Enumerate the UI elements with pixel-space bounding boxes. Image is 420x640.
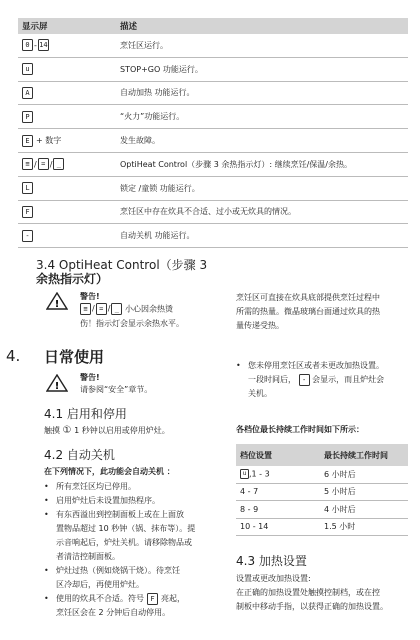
display-symbol-icon: L bbox=[22, 182, 33, 194]
text-line: 在正确的加热设置处触摸控制档，或在控 bbox=[236, 588, 380, 597]
warning-triangle-icon bbox=[46, 292, 68, 310]
table-row bbox=[18, 152, 408, 176]
bullet-text: 有东西溢出到控制面板上或在上面放 bbox=[56, 510, 184, 519]
warning-text-b: 伤！指示灯会显示余热水平。 bbox=[80, 318, 184, 328]
symbol-cell bbox=[18, 152, 116, 176]
display-symbol-icon: F bbox=[22, 206, 33, 218]
section-3-4-title-line1: 3.4 OptiHeat Control（步骤 3 bbox=[36, 258, 208, 272]
section-3-4-title-line2: 余热指示灯） bbox=[36, 272, 109, 286]
display-symbol-icon: - bbox=[22, 230, 33, 242]
setting-cell bbox=[236, 466, 320, 483]
residual-heat-high-icon: ≡ bbox=[80, 303, 91, 315]
table-row bbox=[18, 176, 408, 200]
duration-cell: 1.5 小时 bbox=[320, 518, 408, 536]
bullet-text: 关机。 bbox=[248, 389, 272, 398]
section-3-4-warning bbox=[80, 291, 184, 330]
display-symbol-icon: u bbox=[22, 63, 33, 75]
list-item bbox=[236, 359, 414, 401]
chapter-number: 4. bbox=[6, 347, 21, 365]
svg-text:!: ! bbox=[54, 381, 60, 392]
text-after: 1 秒钟以启用或停用炉灶。 bbox=[74, 426, 170, 435]
setting-value: 10 - 14 bbox=[240, 522, 269, 532]
display-symbol-icon: = bbox=[38, 158, 49, 170]
header-setting: 档位设置 bbox=[236, 444, 320, 466]
description-cell: 烹饪区运行。 bbox=[116, 34, 408, 57]
table-row bbox=[236, 518, 408, 536]
table-row bbox=[18, 57, 408, 81]
bullet-text: 置物品超过 10 秒钟（锅、抹布等）。提 bbox=[56, 524, 196, 533]
symbol-cell bbox=[18, 200, 116, 224]
section-4-1-text bbox=[44, 424, 170, 438]
description-cell: 自动加热 功能运行。 bbox=[116, 81, 408, 105]
display-symbol-icon: E bbox=[22, 135, 33, 147]
list-item bbox=[44, 480, 224, 494]
list-item bbox=[44, 592, 224, 620]
auto-off-bullet-list bbox=[44, 480, 224, 620]
setting-cell bbox=[236, 501, 320, 519]
table-row bbox=[236, 466, 408, 483]
symbol-separator: - bbox=[34, 40, 37, 50]
warning-text-a: 小心因余热烫 bbox=[124, 304, 173, 314]
bullet-text: 会显示，而且炉灶会 bbox=[312, 375, 385, 384]
section-4-3-text bbox=[236, 572, 416, 614]
header-description: 描述 bbox=[116, 18, 408, 34]
table-row bbox=[18, 105, 408, 129]
description-cell: 自动关机 功能运行。 bbox=[116, 224, 408, 248]
setting-cell bbox=[236, 483, 320, 501]
description-cell: “火力”功能运行。 bbox=[116, 105, 408, 129]
symbol-cell bbox=[18, 81, 116, 105]
setting-value: 4 - 7 bbox=[240, 487, 259, 497]
text-before: 触摸 bbox=[44, 426, 60, 435]
setting-value: 1 - 3 bbox=[251, 469, 270, 479]
table-row bbox=[18, 81, 408, 105]
display-symbol-icon: P bbox=[22, 111, 33, 123]
setting-cell bbox=[236, 518, 320, 536]
display-symbol-icon: 14 bbox=[39, 41, 48, 50]
duration-table bbox=[236, 444, 408, 536]
header-display: 显示屏 bbox=[18, 18, 116, 34]
list-item bbox=[44, 494, 224, 508]
table-row bbox=[236, 483, 408, 501]
section-4-2-title: 4.2 自动关机 bbox=[44, 448, 115, 462]
description-cell: 发生故障。 bbox=[116, 129, 408, 153]
duration-table-header bbox=[236, 444, 408, 466]
bullet-text: 者清洁控制面板。 bbox=[56, 552, 120, 561]
right-bullet-list bbox=[236, 359, 414, 401]
bullet-text: 示音响起后，炉灶关机。请移除物品或 bbox=[56, 538, 192, 547]
setting-separator: , bbox=[249, 469, 252, 479]
slash: / bbox=[92, 304, 95, 313]
display-symbol-icon: A bbox=[22, 87, 33, 99]
stop-go-icon: u bbox=[240, 469, 249, 479]
display-table-header bbox=[18, 18, 408, 34]
symbol-cell bbox=[18, 176, 116, 200]
auto-off-dash-icon: - bbox=[299, 374, 310, 386]
description-cell: STOP+GO 功能运行。 bbox=[116, 57, 408, 81]
list-item bbox=[44, 508, 224, 564]
symbol-cell bbox=[18, 57, 116, 81]
warning-label: 警告! bbox=[80, 292, 100, 301]
bullet-text: 启用炉灶后未设置加热程序。 bbox=[56, 496, 160, 505]
display-symbol-icon: 0 bbox=[22, 39, 33, 51]
power-icon: ① bbox=[62, 425, 72, 436]
warning-label: 警告! bbox=[80, 373, 100, 382]
table-row bbox=[18, 129, 408, 153]
symbol-cell bbox=[18, 224, 116, 248]
section-3-4-right-text bbox=[236, 291, 412, 333]
symbol-cell bbox=[18, 129, 116, 153]
bullet-text: 所有烹饪区均已停用。 bbox=[56, 482, 136, 491]
symbol-separator: / bbox=[49, 159, 53, 169]
right-text-line: 所需的热量。微晶玻璃台面通过炊具的热 bbox=[236, 307, 380, 316]
bullet-text: 使用的炊具不合适。符号 bbox=[56, 594, 144, 603]
setting-value: 8 - 9 bbox=[240, 504, 259, 514]
list-item bbox=[44, 564, 224, 592]
text-line: 设置或更改加热设置: bbox=[236, 574, 311, 583]
bullet-text: 烹饪区会在 2 分钟后自动停用。 bbox=[56, 608, 171, 617]
description-cell: 锁定 /童锁 功能运行。 bbox=[116, 176, 408, 200]
duration-table-title: 各档位最长持续工作时间如下所示： bbox=[236, 425, 364, 434]
duration-cell: 5 小时后 bbox=[320, 483, 408, 501]
bullet-text: 炉灶过热（例如烧锅干烧）。待烹饪 bbox=[56, 566, 180, 575]
warning-text: 请参阅“安全”章节。 bbox=[80, 385, 153, 394]
table-row bbox=[18, 200, 408, 224]
chapter-title: 日常使用 bbox=[44, 348, 105, 366]
slash: / bbox=[107, 304, 111, 313]
symbol-cell bbox=[18, 105, 116, 129]
chapter4-warning bbox=[80, 372, 152, 396]
duration-cell: 4 小时后 bbox=[320, 501, 408, 519]
right-text-line: 量传递受热。 bbox=[236, 321, 284, 330]
symbol-separator: / bbox=[34, 159, 37, 169]
symbol-suffix: + 数字 bbox=[36, 136, 62, 146]
bullet-text: 亮起， bbox=[161, 594, 185, 603]
residual-heat-mid-icon: = bbox=[96, 303, 107, 315]
bullet-text: 您未停用烹饪区或者未更改加热设置。 bbox=[248, 361, 384, 370]
unsuitable-cookware-icon: F bbox=[147, 593, 158, 605]
svg-text:!: ! bbox=[54, 299, 60, 310]
bullet-text: 一段时间后， bbox=[248, 375, 296, 384]
section-3-4-title bbox=[36, 258, 207, 286]
warning-triangle-icon bbox=[46, 374, 68, 392]
right-text-line: 烹饪区可直接在炊具底部提供烹饪过程中 bbox=[236, 293, 380, 302]
display-symbol-icon: ≡ bbox=[22, 158, 33, 170]
duration-cell: 6 小时后 bbox=[320, 466, 408, 483]
table-row bbox=[236, 501, 408, 519]
table-row bbox=[18, 34, 408, 57]
table-row bbox=[18, 224, 408, 248]
section-4-1-title: 4.1 启用和停用 bbox=[44, 407, 127, 421]
bullet-text: 区冷却后，再使用炉灶。 bbox=[56, 580, 144, 589]
display-table bbox=[18, 18, 408, 248]
header-duration: 最长持续工作时间 bbox=[320, 444, 408, 466]
description-cell: OptiHeat Control（步骤 3 余热指示灯）: 继续烹饪/保温/余热。 bbox=[116, 152, 408, 176]
description-cell: 烹饪区中存在炊具不合适、过小或无炊具的情况。 bbox=[116, 200, 408, 224]
display-table-body bbox=[18, 34, 408, 248]
duration-table-body bbox=[236, 466, 408, 536]
warning-line-a bbox=[80, 303, 184, 316]
section-4-2-subtitle: 在下列情况下，此功能会自动关机 ： bbox=[44, 467, 175, 476]
residual-heat-low-icon: _ bbox=[111, 303, 122, 315]
section-4-3-title: 4.3 加热设置 bbox=[236, 554, 307, 568]
text-line: 制板中移动手指，以获得正确的加热设置。 bbox=[236, 602, 388, 611]
symbol-cell bbox=[18, 34, 116, 57]
display-symbol-icon: _ bbox=[53, 158, 64, 170]
